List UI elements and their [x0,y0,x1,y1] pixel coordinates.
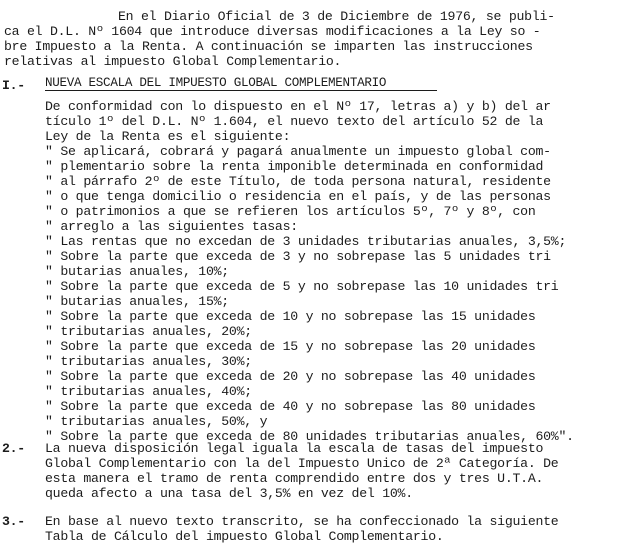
paragraph-line: tículo 1º del D.L. Nº 1.604, el nuevo texto del artículo 52 de la [45,114,544,129]
rate-line: " Sobre la parte que exceda de 20 y no sobrepase las 40 unidades [45,369,536,384]
quote-line: " o patrimonios a que se refieren los artículos 5º, 7º y 8º, con [45,204,536,219]
paragraph-line: Tabla de Cálculo del impuesto Global Complementario. [45,529,444,544]
intro-line: ca el D.L. Nº 1604 que introduce diversas modificaciones a la Ley so - [4,24,541,39]
paragraph-line: Ley de la Renta es el siguiente: [45,129,291,144]
rate-line: " tributarias anuales, 30%; [45,354,252,369]
paragraph-line: La nueva disposición legal iguala la escala de tasas del impuesto [45,441,544,456]
rate-line: " butarias anuales, 15%; [45,294,229,309]
rate-line: " Sobre la parte que exceda de 40 y no sobrepase las 80 unidades [45,399,536,414]
rate-line: " Sobre la parte que exceda de 3 y no sobrepase las 5 unidades tri [45,249,551,264]
quote-line: " Se aplicará, cobrará y pagará anualmente un impuesto global com- [45,144,551,159]
quote-line: " plementario sobre la renta imponible determinada en conformidad [45,159,544,174]
paragraph-line: De conformidad con lo dispuesto en el Nº 17, letras a) y b) del ar [45,99,551,114]
section-heading: NUEVA ESCALA DEL IMPUESTO GLOBAL COMPLEMENTARIO [45,76,387,90]
section-number: 2.- [2,441,25,456]
rate-line: " tributarias anuales, 40%; [45,384,252,399]
paragraph-line: queda afecto a una tasa del 3,5% en vez del 10%. [45,486,413,501]
rate-line: " Sobre la parte que exceda de 15 y no sobrepase las 20 unidades [45,339,536,354]
intro-line: relativas al impuesto Global Complementario. [4,54,342,69]
rate-line: " Las rentas que no excedan de 3 unidades tributarias anuales, 3,5%; [45,234,567,249]
rate-line: " Sobre la parte que exceda de 10 y no sobrepase las 15 unidades [45,309,536,324]
section-number: I.- [2,78,25,93]
quote-line: " o que tenga domicilio o residencia en el país, y de las personas [45,189,551,204]
paragraph-line: esta manera el tramo de renta comprendido entre dos y tres U.T.A. [45,471,544,486]
quote-line: " arreglo a las siguientes tasas: [45,219,298,234]
heading-underline [45,90,437,91]
intro-line: bre Impuesto a la Renta. A continuación se imparten las instrucciones [4,39,533,54]
paragraph-line: En base al nuevo texto transcrito, se ha confeccionado la siguiente [45,514,559,529]
rate-line: " Sobre la parte que exceda de 5 y no sobrepase las 10 unidades tri [45,279,559,294]
paragraph-line: Global Complementario con la del Impuesto Unico de 2ª Categoría. De [45,456,559,471]
intro-line: En el Diario Oficial de 3 de Diciembre de 1976, se publi- [118,9,555,24]
section-number: 3.- [2,514,25,529]
rate-line: " tributarias anuales, 20%; [45,324,252,339]
rate-line: " butarias anuales, 10%; [45,264,229,279]
rate-line: " Sobre la parte que exceda de 80 unidades tributarias anuales, 60%". [45,429,574,444]
quote-line: " al párrafo 2º de este Título, de toda persona natural, residente [45,174,551,189]
rate-line: " tributarias anuales, 50%, y [45,414,268,429]
